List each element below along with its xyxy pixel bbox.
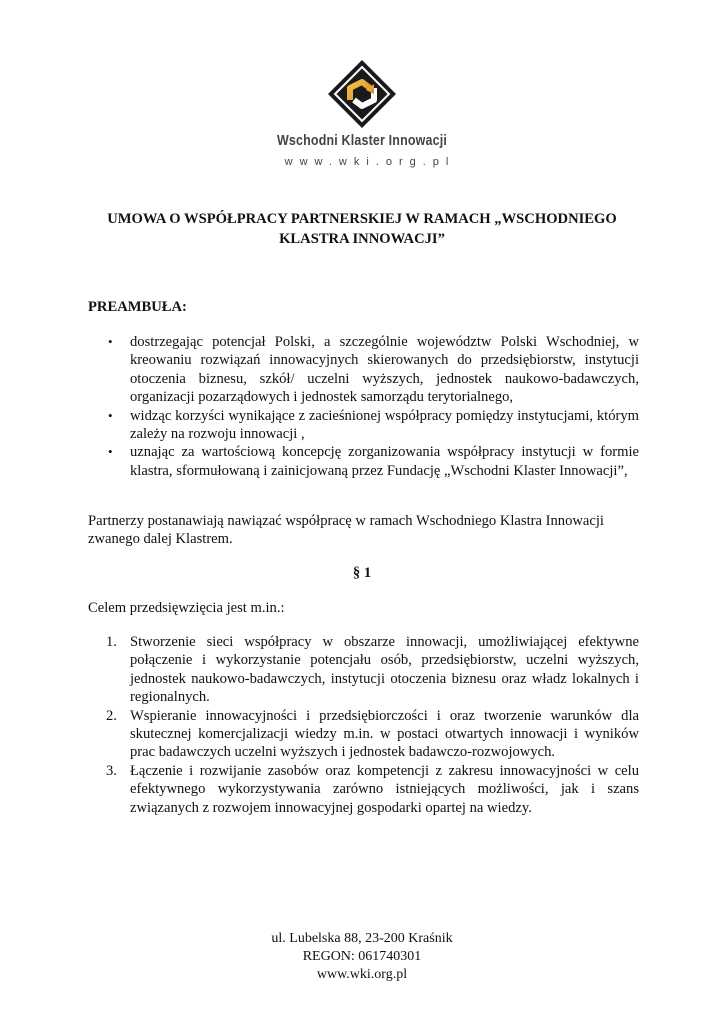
- partners-paragraph: Partnerzy postanawiają nawiązać współpracę w ramach Wschodniego Klastra Innowacji zwanego dalej Klastrem.: [88, 513, 604, 548]
- list-item: • uznając za wartościową koncepcję zorganizowania współpracy instytucji w formie klastra, sformułowaną i zainicjowaną przez Fundację „Wschodni Klaster Innowacji”,: [108, 444, 639, 479]
- bullet-icon: •: [108, 334, 113, 349]
- footer-website: www.wki.org.pl: [316, 967, 408, 982]
- organization-website: www.wki.org.pl: [284, 156, 456, 168]
- bullet-icon: •: [108, 444, 113, 460]
- section-mark: § 1: [352, 565, 372, 581]
- footer-regon: REGON: 061740301: [302, 949, 422, 964]
- wki-logo-icon: [326, 58, 398, 130]
- list-item: • widząc korzyści wynikające z zacieśnionej współpracy pomiędzy instytucjami, którym zależy na rozwoju innowacji ,: [108, 407, 639, 443]
- document-title: UMOWA O WSPÓŁPRACY PARTNERSKIEJ W RAMACH „WSCHODNIEGO KLASTRA INNOWACJI”: [107, 211, 617, 247]
- list-item: 1. Stworzenie sieci współpracy w obszarze innowacji, umożliwiającej efektywne połączenie i wykorzystanie potencjału osób, przedsiębiorstw, uczelni wyższych, jednostek naukowo-badawczych, instytucji otoczenia biznesu oraz władz lokalnych i regionalnych.: [106, 634, 639, 706]
- goals-list: [88, 633, 639, 817]
- preamble-list: [88, 333, 639, 480]
- list-item: • dostrzegając potencjał Polski, a szczególnie województw Polski Wschodniej, w kreowaniu rozwiązań innowacyjnych skierowanych do przedsiębiorstw, instytucji otoczenia biznesu, szkół/ uczelni wyższych, jednostek naukowo-badawczych, organizacji pozarządowych i jednostek samorządu terytorialnego,: [108, 334, 639, 406]
- list-item: 2. Wspieranie innowacyjności i przedsiębiorczości i oraz tworzenie warunków dla skutecznej komercjalizacji wiedzy m.in. w postaci otwartych innowacji i wyników prac badawczych uczelni wyższych i jednostek badawczo-rozwojowych.: [106, 707, 639, 761]
- bullet-icon: •: [108, 407, 113, 423]
- list-item: 3. Łączenie i rozwijanie zasobów oraz kompetencji z zakresu innowacyjności w celu efektywnego wykorzystywania zarówno istniejących możliwości, jak i szans związanych z rozwojem innowacyjnej gospodarki opartej na wiedzy.: [106, 762, 639, 816]
- organization-name: Wschodni Klaster Innowacji: [276, 133, 448, 149]
- preamble-heading: PREAMBUŁA:: [88, 299, 187, 315]
- footer-address: ul. Lubelska 88, 23-200 Kraśnik: [271, 931, 453, 946]
- goal-intro: Celem przedsięwzięcia jest m.in.:: [88, 600, 285, 616]
- footer: [0, 930, 724, 984]
